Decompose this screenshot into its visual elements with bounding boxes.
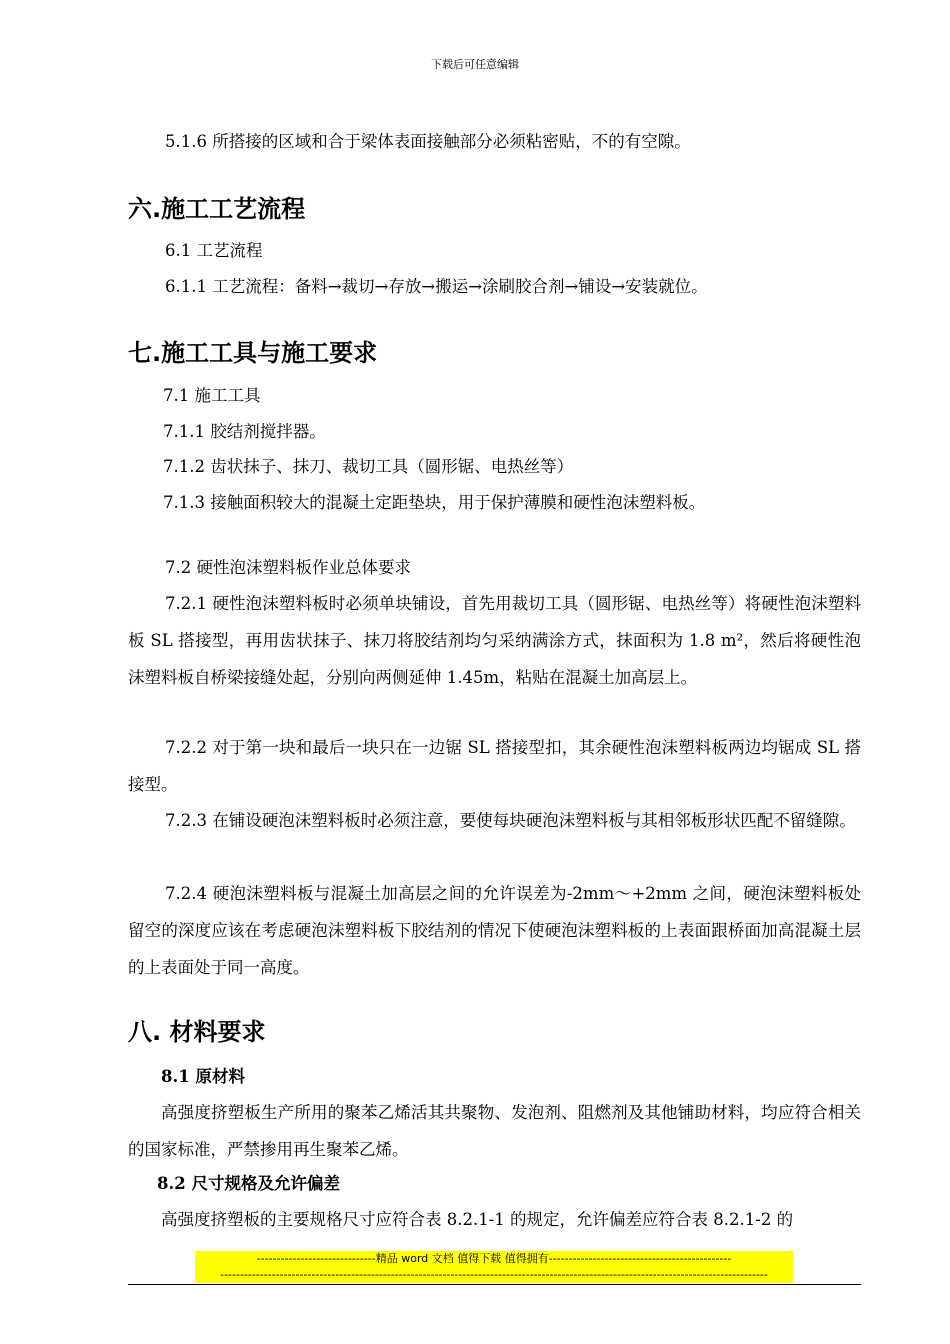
- paragraph-7-1-2: 7.1.2 齿状抹子、抹刀、裁切工具（圆形锯、电热丝等）: [163, 457, 574, 476]
- paragraph-6-1-1: 6.1.1 工艺流程：备料→裁切→存放→搬运→涂刷胶合剂→铺设→安装就位。: [165, 277, 708, 296]
- heading-section-6: 六.施工工艺流程: [128, 195, 306, 223]
- paragraph-7-2: 7.2 硬性泡沫塑料板作业总体要求: [165, 558, 411, 577]
- header-note: 下载后可任意编辑: [431, 58, 519, 71]
- heading-8-1: 8.1 原材料: [161, 1067, 245, 1086]
- paragraph-7-2-3: 7.2.3 在铺设硬泡沫塑料板时必须注意，要使每块硬泡沫塑料板与其相邻板形状匹配不留缝隙。: [165, 811, 856, 830]
- heading-8-2: 8.2 尺寸规格及允许偏差: [157, 1174, 340, 1193]
- paragraph-7-1-3: 7.1.3 接触面积较大的混凝土定距垫块，用于保护薄膜和硬性泡沫塑料板。: [163, 493, 706, 512]
- paragraph-8-2: 高强度挤塑板的主要规格尺寸应符合表 8.2.1-1 的规定，允许偏差应符合表 8.2.1-2 的: [161, 1210, 794, 1229]
- footer-banner-line-1: ------------------------------精品 word 文档 值得下载 值得拥有----------------------------------------------: [195, 1251, 793, 1267]
- paragraph-7-2-1: 7.2.1 硬性泡沫塑料板时必须单块铺设，首先用裁切工具（圆形锯、电热丝等）将硬性泡沫塑料板 SL 搭接型，再用齿状抹子、抹刀将胶结剂均匀采纳满涂方式，抹面积为 1.8 m²，然后将硬性泡沫塑料板自桥梁接缝处起，分别向两侧延伸 1.45m，粘贴在混凝土加高层上。: [128, 594, 861, 687]
- paragraph-6-1: 6.1 工艺流程: [165, 241, 263, 260]
- paragraph-7-2-2: 7.2.2 对于第一块和最后一块只在一边锯 SL 搭接型扣，其余硬性泡沫塑料板两边均锯成 SL 搭接型。: [128, 738, 861, 794]
- paragraph-7-1-1: 7.1.1 胶结剂搅拌器。: [163, 422, 326, 441]
- heading-section-7: 七.施工工具与施工要求: [128, 339, 378, 367]
- paragraph-5-1-6: 5.1.6 所搭接的区域和合于梁体表面接触部分必须粘密贴，不的有空隙。: [165, 132, 691, 151]
- heading-section-8: 八. 材料要求: [128, 1018, 266, 1046]
- paragraph-7-1: 7.1 施工工具: [163, 386, 261, 405]
- paragraph-7-2-4: 7.2.4 硬泡沫塑料板与混凝土加高层之间的允许误差为-2mm～+2mm 之间，硬泡沫塑料板处留空的深度应该在考虑硬泡沫塑料板下胶结剂的情况下使硬泡沫塑料板的上表面跟桥面加高混凝土层的上表面处于同一高度。: [128, 884, 861, 977]
- footer-banner-line-2: ------------------------------------------------------------------------------------------------------------------------------------------: [195, 1267, 793, 1283]
- footer-divider: [128, 1284, 861, 1285]
- paragraph-8-1: 高强度挤塑板生产所用的聚苯乙烯活其共聚物、发泡剂、阻燃剂及其他铺助材料，均应符合相关的国家标准，严禁掺用再生聚苯乙烯。: [128, 1103, 861, 1159]
